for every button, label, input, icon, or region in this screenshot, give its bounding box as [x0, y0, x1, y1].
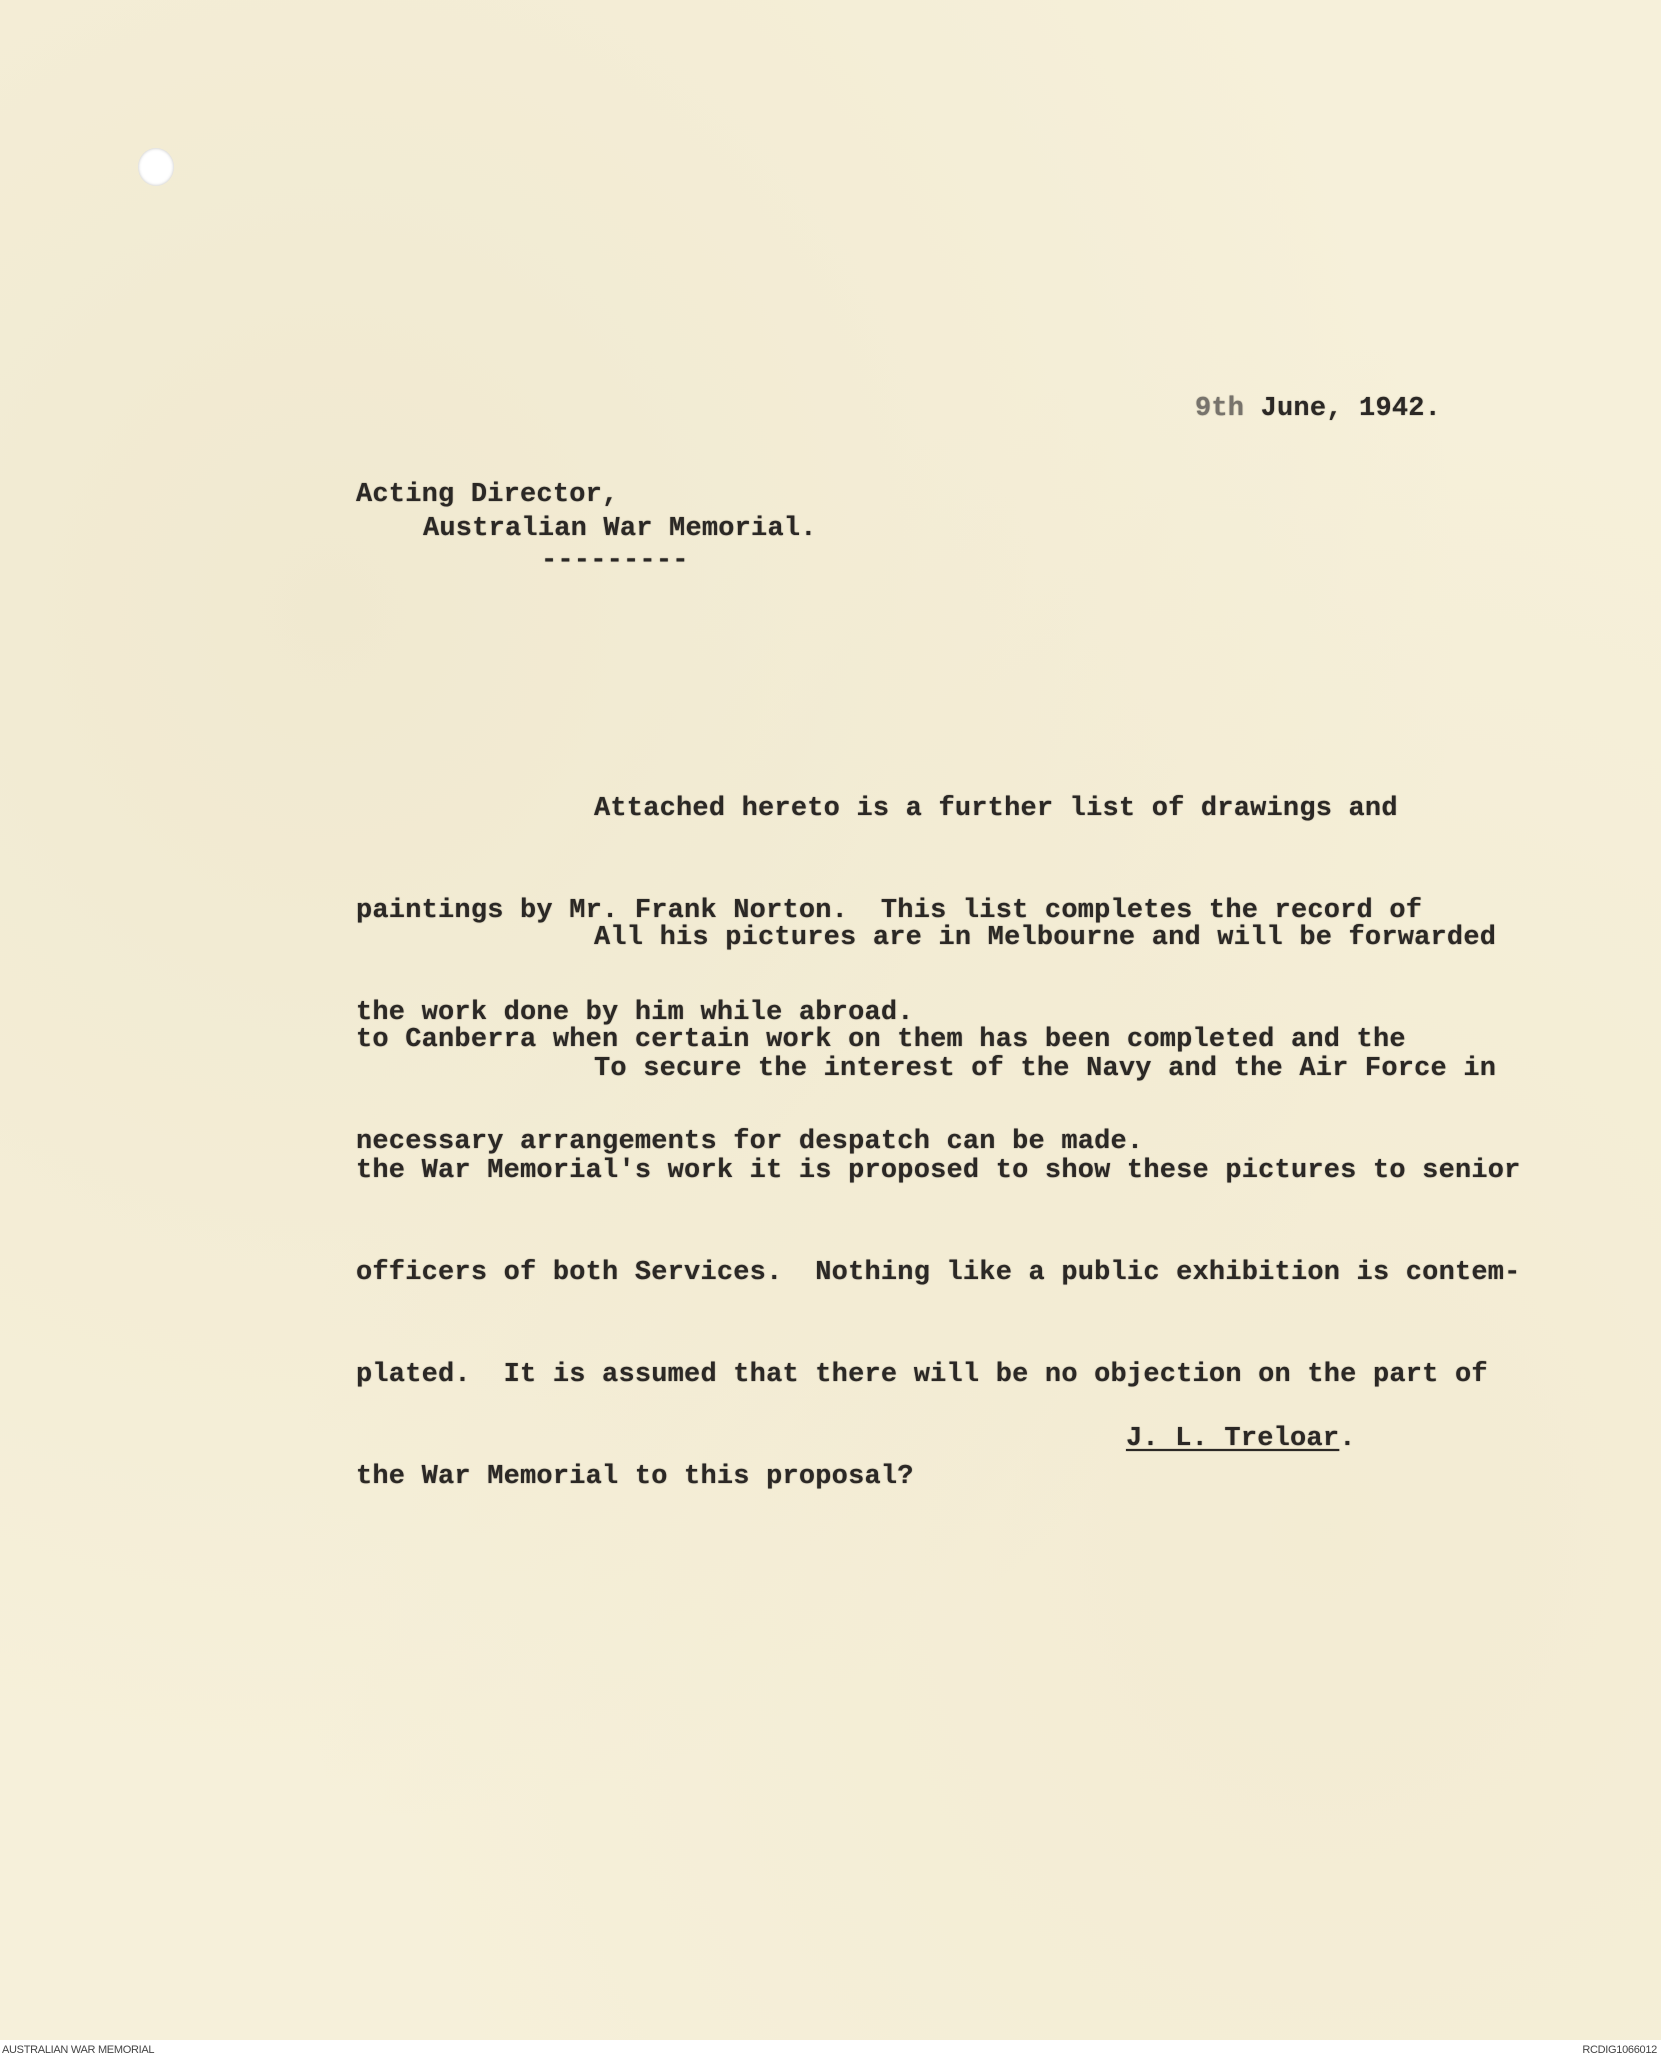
record-id: RCDIG1066012	[1582, 2044, 1657, 2056]
paragraph-line: To secure the interest of the Navy and the Air Force in	[594, 1054, 1497, 1084]
date-month-year: June, 1942.	[1244, 394, 1442, 424]
separator-line: ---------	[541, 546, 689, 576]
paragraph-line: plated. It is assumed that there will be no objection on the part of	[356, 1360, 1488, 1390]
addressee-title: Acting Director,	[356, 480, 619, 510]
signature-block	[1126, 1422, 1356, 1456]
signature-period: .	[1339, 1424, 1356, 1454]
paragraph-line: the work done by him while abroad.	[356, 998, 914, 1028]
paragraph-line: the War Memorial to this proposal?	[356, 1462, 914, 1492]
addressee-organisation: Australian War Memorial.	[423, 514, 817, 544]
date-day: 9th	[1195, 394, 1245, 424]
paragraph-line: necessary arrangements for despatch can be made.	[356, 1127, 1144, 1157]
paragraph-3	[356, 984, 1521, 1562]
paragraph-line: All his pictures are in Melbourne and will be forwarded	[594, 923, 1497, 953]
paragraph-line: paintings by Mr. Frank Norton. This list completes the record of	[356, 896, 1423, 926]
paragraph-line: officers of both Services. Nothing like a public exhibition is contem-	[356, 1258, 1521, 1288]
paragraph-line: the War Memorial's work it is proposed to show these pictures to senior	[356, 1156, 1521, 1186]
paragraph-line: Attached hereto is a further list of drawings and	[594, 794, 1398, 824]
archive-credit: AUSTRALIAN WAR MEMORIAL	[2, 2044, 155, 2056]
signature-name: J. L. Treloar	[1126, 1424, 1340, 1454]
letter-date	[1195, 392, 1441, 426]
paragraph-line: to Canberra when certain work on them has been completed and the	[356, 1025, 1406, 1055]
punch-hole	[138, 148, 174, 186]
